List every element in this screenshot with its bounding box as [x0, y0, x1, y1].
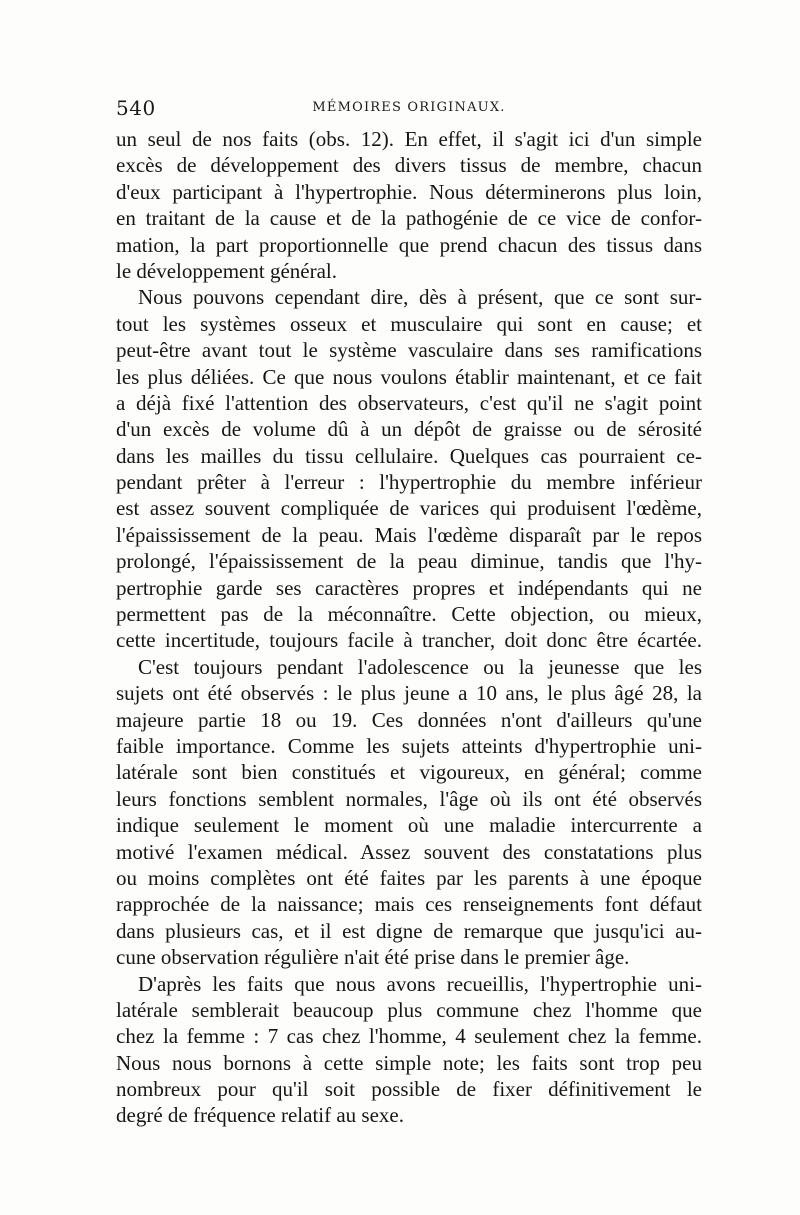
text-line: latérale semblerait beaucoup plus commune chez l'homme que: [116, 997, 702, 1022]
page-header: [116, 96, 702, 124]
text-line: nombreux pour qu'il soit possible de fixer définitivement le: [116, 1077, 702, 1102]
text-line: dans les mailles du tissu cellulaire. Quelques cas pourraient ce-: [116, 443, 702, 468]
page-number: 540: [116, 96, 156, 120]
text-line: l'épaississement de la peau. Mais l'œdème disparaît par le repos: [116, 522, 702, 547]
text-line: permettent pas de la méconnaître. Cette objection, ou mieux,: [116, 602, 702, 627]
text-line: mation, la part proportionnelle que prend chacun des tissus dans: [116, 232, 702, 257]
text-line: sujets ont été observés : le plus jeune a 10 ans, le plus âgé 28, la: [116, 681, 702, 706]
text-line: cune observation régulière n'ait été prise dans le premier âge.: [116, 945, 630, 970]
text-line: pendant prêter à l'erreur : l'hypertrophie du membre inférieur: [116, 470, 702, 495]
text-line: chez la femme : 7 cas chez l'homme, 4 seulement chez la femme.: [116, 1024, 702, 1049]
text-line: motivé l'examen médical. Assez souvent des constatations plus: [116, 839, 702, 864]
text-line: degré de fréquence relatif au sexe.: [116, 1103, 404, 1128]
text-line: le développement général.: [116, 258, 337, 283]
text-line: dans plusieurs cas, et il est digne de remarque que jusqu'ici au-: [116, 918, 702, 943]
text-line: en traitant de la cause et de la pathogénie de ce vice de confor-: [116, 206, 702, 231]
running-title: MÉMOIRES ORIGINAUX.: [312, 100, 506, 115]
text-line: a déjà fixé l'attention des observateurs, c'est qu'il ne s'agit point: [116, 390, 702, 415]
text-line: d'eux participant à l'hypertrophie. Nous déterminerons plus loin,: [116, 179, 702, 204]
text-line: Nous nous bornons à cette simple note; les faits sont trop peu: [116, 1050, 702, 1075]
text-line: cette incertitude, toujours facile à trancher, doit donc être écartée.: [116, 628, 702, 653]
paragraph-1: [116, 126, 702, 284]
text-line: d'un excès de volume dû à un dépôt de graisse ou de sérosité: [116, 417, 702, 442]
paragraph-2: [116, 284, 702, 653]
text-line: les plus déliées. Ce que nous voulons établir maintenant, et ce fait: [116, 364, 702, 389]
text-line: pertrophie garde ses caractères propres et indépendants qui ne: [116, 575, 702, 600]
text-line: indique seulement le moment où une maladie intercurrente a: [116, 813, 702, 838]
text-line: C'est toujours pendant l'adolescence ou la jeunesse que les: [138, 654, 702, 679]
text-line: tout les systèmes osseux et musculaire qui sont en cause; et: [116, 311, 702, 336]
text-line: latérale sont bien constitués et vigoureux, en général; comme: [116, 760, 702, 785]
text-line: leurs fonctions semblent normales, l'âge où ils ont été observés: [116, 786, 702, 811]
text-line: peut-être avant tout le système vasculaire dans ses ramifications: [116, 338, 702, 363]
text-line: Nous pouvons cependant dire, dès à présent, que ce sont sur-: [138, 285, 702, 310]
paragraph-3: [116, 654, 702, 971]
text-line: excès de développement des divers tissus de membre, chacun: [116, 153, 702, 178]
body-text: [116, 126, 702, 1129]
text-line: D'après les faits que nous avons recueillis, l'hypertrophie uni-: [138, 971, 702, 996]
text-line: prolongé, l'épaississement de la peau diminue, tandis que l'hy-: [116, 549, 702, 574]
text-line: faible importance. Comme les sujets atteints d'hypertrophie uni-: [116, 733, 702, 758]
paragraph-4: [116, 971, 702, 1129]
text-line: majeure partie 18 ou 19. Ces données n'ont d'ailleurs qu'une: [116, 707, 702, 732]
text-line: rapprochée de la naissance; mais ces renseignements font défaut: [116, 892, 702, 917]
text-line: est assez souvent compliquée de varices qui produisent l'œdème,: [116, 496, 702, 521]
text-line: un seul de nos faits (obs. 12). En effet, il s'agit ici d'un simple: [116, 127, 702, 151]
text-line: ou moins complètes ont été faites par les parents à une époque: [116, 865, 702, 890]
